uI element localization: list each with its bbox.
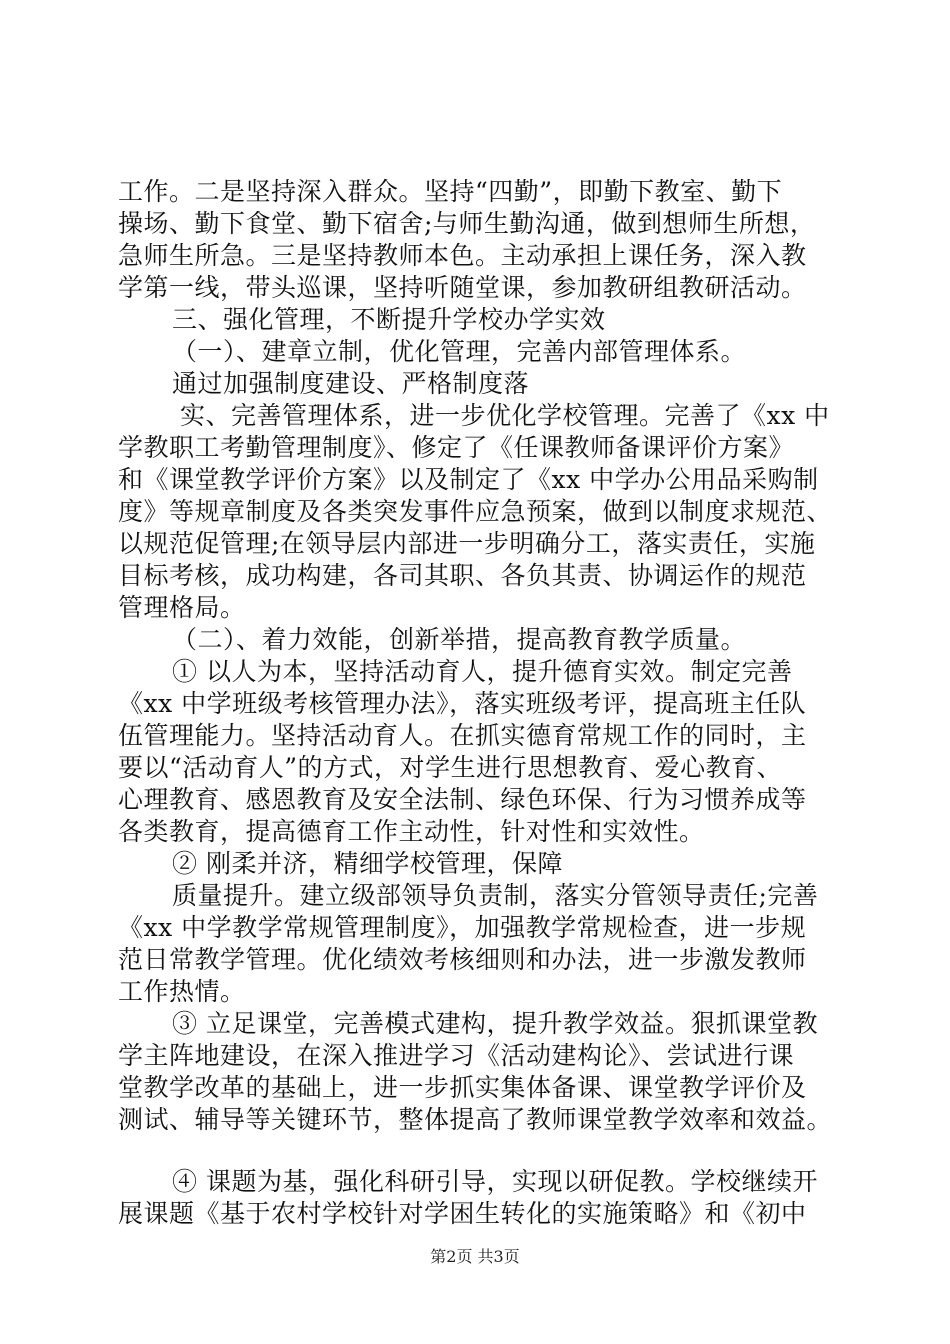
subsection-heading: （一）、建章立制，优化管理，完善内部管理体系。 — [172, 337, 747, 366]
paragraph-line: 展课题《基于农村学校针对学困生转化的实施策略》和《初中 — [118, 1199, 807, 1228]
paragraph-line: 学教职工考勤管理制度》、修定了《任课教师备课评价方案》 — [118, 433, 795, 462]
paragraph-line: 《xx 中学班级考核管理办法》，落实班级考评，提高班主任队 — [118, 689, 807, 718]
paragraph-line: 工作。二是坚持深入群众。坚持“四勤”，即勤下教室、勤下 — [118, 177, 783, 206]
paragraph-line: 实、完善管理体系，进一步优化学校管理。完善了《xx 中 — [180, 401, 830, 430]
subsection-heading: （二）、着力效能，创新举措，提高教育教学质量。 — [172, 625, 747, 654]
paragraph-line: 以规范促管理;在领导层内部进一步明确分工，落实责任，实施 — [118, 529, 816, 558]
paragraph-line: 伍管理能力。坚持活动育人。在抓实德育常规工作的同时，主 — [118, 721, 807, 750]
paragraph-line: 管理格局。 — [118, 593, 246, 622]
paragraph-line: 测试、辅导等关键环节，整体提高了教师课堂教学效率和效益。 — [118, 1105, 833, 1134]
paragraph-line: ③ 立足课堂，完善模式建构，提升教学效益。狠抓课堂教 — [172, 1009, 818, 1038]
paragraph-line: ② 刚柔并济，精细学校管理，保障 — [172, 849, 563, 878]
paragraph-line: 各类教育，提高德育工作主动性，针对性和实效性。 — [118, 817, 705, 846]
page-number-footer: 第2页 共3页 — [430, 1247, 520, 1266]
paragraph-line: 和《课堂教学评价方案》以及制定了《xx 中学办公用品采购制 — [118, 465, 819, 494]
paragraph-line: 度》等规章制度及各类突发事件应急预案，做到以制度求规范、 — [118, 497, 833, 526]
paragraph-line: 质量提升。建立级部领导负责制，落实分管领导责任;完善 — [172, 881, 819, 910]
section-heading: 三、强化管理，不断提升学校办学实效 — [172, 305, 606, 334]
paragraph-line: 心理教育、感恩教育及安全法制、绿色环保、行为习惯养成等 — [118, 785, 807, 814]
paragraph-line: 堂教学改革的基础上，进一步抓实集体备课、课堂教学评价及 — [118, 1073, 807, 1102]
paragraph-line: 学第一线，带头巡课，坚持听随堂课，参加教研组教研活动。 — [118, 273, 807, 302]
paragraph-line: 学主阵地建设，在深入推进学习《活动建构论》、尝试进行课 — [118, 1041, 795, 1070]
paragraph-line: 工作热情。 — [118, 977, 246, 1006]
paragraph-line: 目标考核，成功构建，各司其职、各负其责、协调运作的规范 — [118, 561, 807, 590]
paragraph-line: ① 以人为本，坚持活动育人，提升德育实效。制定完善 — [172, 657, 793, 686]
paragraph-line: 急师生所急。三是坚持教师本色。主动承担上课任务，深入教 — [118, 241, 807, 270]
paragraph-line: 要以“活动育人”的方式，对学生进行思想教育、爱心教育、 — [118, 753, 783, 782]
paragraph-line: 《xx 中学教学常规管理制度》，加强教学常规检查，进一步规 — [118, 913, 807, 942]
paragraph-line: 范日常教学管理。优化绩效考核细则和办法，进一步激发教师 — [118, 945, 807, 974]
paragraph-line: 通过加强制度建设、严格制度落 — [172, 369, 530, 398]
paragraph-line: 操场、勤下食堂、勤下宿舍;与师生勤沟通，做到想师生所想， — [118, 209, 816, 238]
paragraph-line: ④ 课题为基，强化科研引导，实现以研促教。学校继续开 — [172, 1167, 818, 1196]
